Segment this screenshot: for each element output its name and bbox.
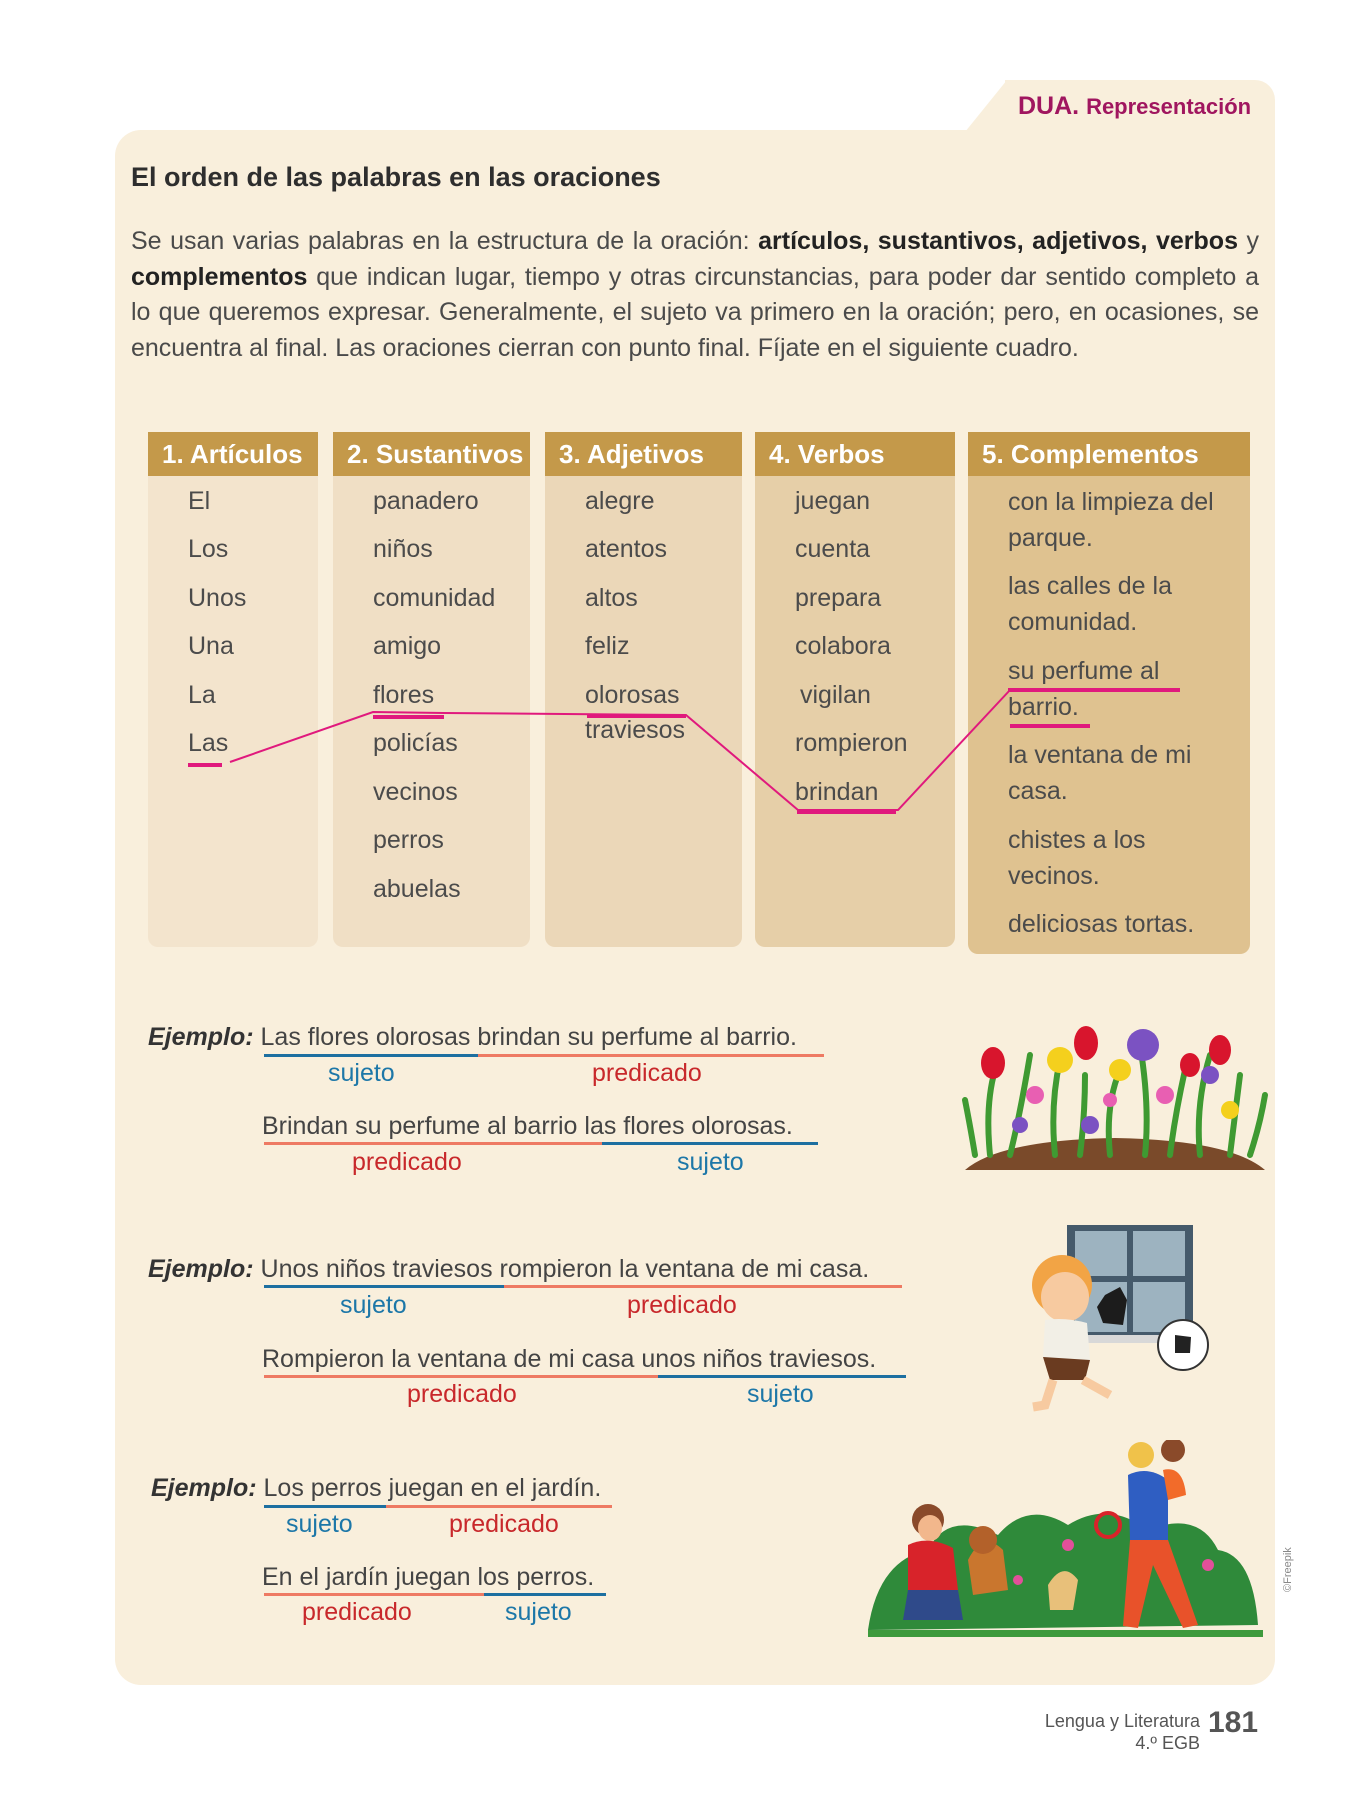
- word: colabora: [795, 632, 891, 660]
- sentence-predicado: juegan en el jardín.: [388, 1474, 602, 1502]
- word: rompieron: [795, 729, 908, 757]
- sentence-sujeto: unos niños traviesos.: [641, 1345, 877, 1373]
- section-title: El orden de las palabras en las oraciones: [131, 162, 661, 192]
- example-2-sentence-1: [148, 1255, 869, 1284]
- footer-subject-name: Lengua y Literatura: [1044, 1711, 1200, 1731]
- flowers-illustration: [960, 1015, 1270, 1175]
- sentence-predicado: Brindan su perfume al barrio: [262, 1112, 578, 1140]
- word: abuelas: [373, 875, 461, 903]
- word: traviesos: [585, 716, 686, 744]
- sujeto-underline: [602, 1142, 818, 1145]
- footer-subject: [1045, 1710, 1200, 1754]
- sentence-sujeto: Las flores olorosas: [260, 1023, 471, 1051]
- complement-item-highlighted: su perfume al barrio.: [1008, 657, 1160, 721]
- word: prepara: [795, 584, 882, 612]
- footer-grade: 4.º EGB: [1135, 1733, 1200, 1753]
- word: policías: [373, 729, 458, 757]
- sentence-predicado: En el jardín juegan: [262, 1563, 471, 1591]
- word-highlighted: flores: [373, 681, 435, 709]
- example-3-sentence-1: [151, 1474, 601, 1503]
- intro-text-2: y: [1237, 227, 1259, 255]
- sentence-sujeto: las flores olorosas.: [584, 1112, 793, 1140]
- example-label: Ejemplo:: [151, 1474, 257, 1502]
- sujeto-underline: [264, 1285, 504, 1288]
- word: vigilan: [800, 681, 871, 709]
- example-1-sentence-2: [262, 1112, 793, 1141]
- word: vecinos: [373, 778, 458, 806]
- word: altos: [585, 584, 638, 612]
- word: perros: [373, 826, 444, 854]
- word: panadero: [373, 487, 479, 515]
- intro-text-3: que indican lugar, tiempo y otras circunstancias, para poder dar sentido completo a lo que queremos expresar. Generalmente, el sujeto va primero en la oración; pero, en ocasiones, se encuentra al final. Las oraciones cierran con punto final. Fíjate en el siguiente cuadro.: [131, 262, 1259, 362]
- family-dogs-illustration: [868, 1440, 1263, 1640]
- predicado-underline: [264, 1375, 658, 1378]
- column-header: 3. Adjetivos: [545, 432, 742, 476]
- predicado-underline: [478, 1054, 824, 1057]
- word: Los: [188, 535, 229, 563]
- intro-text-1: Se usan varias palabras en la estructura de la oración:: [131, 227, 759, 255]
- boy-broken-window-illustration: [1005, 1225, 1220, 1415]
- page-number: 181: [1208, 1706, 1259, 1739]
- dua-label: DUA.: [1018, 92, 1080, 120]
- complement-item: con la limpieza del parque.: [1008, 488, 1214, 552]
- sujeto-underline: [484, 1593, 606, 1596]
- word: comunidad: [373, 584, 496, 612]
- example-label: Ejemplo:: [148, 1255, 254, 1283]
- sujeto-tag: sujeto: [328, 1059, 395, 1087]
- sujeto-underline: [658, 1375, 906, 1378]
- column-header: 4. Verbos: [755, 432, 955, 476]
- complement-item: chistes a los vecinos.: [1008, 826, 1146, 890]
- image-credit: ©Freepik: [1282, 1547, 1294, 1592]
- word: juegan: [795, 487, 871, 515]
- column-header: 2. Sustantivos: [333, 432, 530, 476]
- word: atentos: [585, 535, 668, 563]
- word: niños: [373, 535, 433, 563]
- sentence-sujeto: los perros.: [477, 1563, 595, 1591]
- predicado-underline: [264, 1593, 484, 1596]
- word: amigo: [373, 632, 442, 660]
- predicado-underline: [386, 1505, 612, 1508]
- sujeto-underline: [264, 1054, 478, 1057]
- predicado-underline: [504, 1285, 902, 1288]
- predicado-tag: predicado: [407, 1380, 517, 1408]
- predicado-underline: [264, 1142, 602, 1145]
- sentence-predicado: rompieron la ventana de mi casa.: [499, 1255, 870, 1283]
- sujeto-tag: sujeto: [747, 1380, 814, 1408]
- predicado-tag: predicado: [449, 1510, 559, 1538]
- dua-representation: Representación: [1086, 94, 1252, 119]
- complement-item: deliciosas tortas.: [1008, 910, 1195, 938]
- sentence-predicado: Rompieron la ventana de mi casa: [262, 1345, 635, 1373]
- example-3-sentence-2: [262, 1563, 594, 1592]
- sujeto-tag: sujeto: [505, 1598, 572, 1626]
- word: El: [188, 487, 211, 515]
- sujeto-tag: sujeto: [286, 1510, 353, 1538]
- predicado-tag: predicado: [627, 1291, 737, 1319]
- example-1-sentence-1: [148, 1023, 797, 1052]
- word: cuenta: [795, 535, 871, 563]
- column-header: 5. Complementos: [968, 432, 1250, 476]
- predicado-tag: predicado: [302, 1598, 412, 1626]
- word: La: [188, 681, 216, 709]
- example-label: Ejemplo:: [148, 1023, 254, 1051]
- sentence-sujeto: Unos niños traviesos: [260, 1255, 493, 1283]
- example-2-sentence-2: [262, 1345, 876, 1374]
- sujeto-tag: sujeto: [677, 1148, 744, 1176]
- word: feliz: [585, 632, 630, 660]
- sentence-predicado: brindan su perfume al barrio.: [477, 1023, 797, 1051]
- word: Unos: [188, 584, 247, 612]
- sentence-sujeto: Los perros: [263, 1474, 382, 1502]
- word-highlighted: olorosas: [585, 681, 680, 709]
- sujeto-underline: [264, 1505, 386, 1508]
- intro-bold-2: complementos: [131, 262, 308, 291]
- intro-bold-1: artículos, sustantivos, adjetivos, verbos: [758, 227, 1238, 255]
- word: alegre: [585, 487, 655, 515]
- word: Una: [188, 632, 234, 660]
- word-highlighted: Las: [188, 729, 229, 757]
- predicado-tag: predicado: [352, 1148, 462, 1176]
- predicado-tag: predicado: [592, 1059, 702, 1087]
- column-header: 1. Artículos: [148, 432, 318, 476]
- connector-path: [230, 690, 1010, 810]
- word-highlighted: brindan: [795, 778, 879, 806]
- complement-item: las calles de la comunidad.: [1008, 572, 1172, 636]
- complement-item: la ventana de mi casa.: [1008, 741, 1192, 805]
- sujeto-tag: sujeto: [340, 1291, 407, 1319]
